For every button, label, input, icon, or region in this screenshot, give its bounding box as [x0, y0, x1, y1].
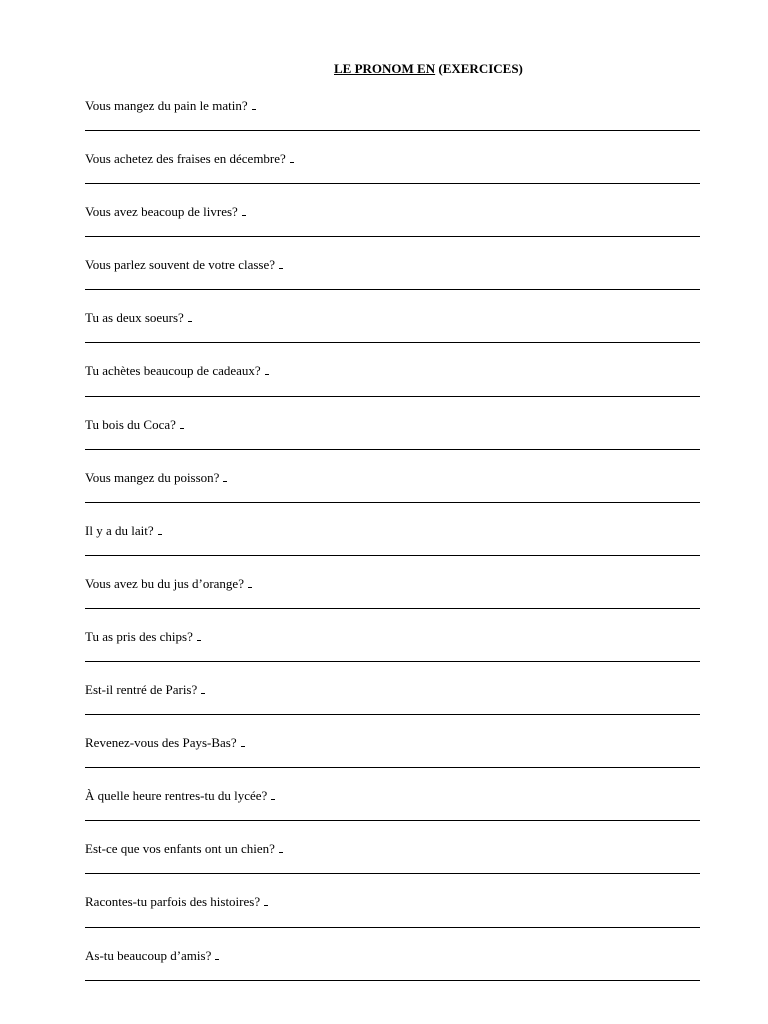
question-text: Vous mangez du pain le matin?	[85, 98, 248, 113]
question-row	[85, 455, 700, 508]
question-text: Tu as deux soeurs?	[85, 310, 184, 326]
answer-blank[interactable]	[197, 630, 201, 641]
question-row	[85, 136, 700, 189]
answer-blank[interactable]	[264, 895, 268, 906]
question-row	[85, 83, 700, 136]
answer-blank[interactable]	[265, 364, 269, 375]
question-row	[85, 826, 700, 879]
answer-line[interactable]	[85, 980, 700, 981]
answer-blank[interactable]	[252, 99, 256, 110]
answer-line[interactable]	[85, 183, 700, 184]
question-row	[85, 667, 700, 720]
question-row	[85, 720, 700, 773]
question-row	[85, 402, 700, 455]
answer-line[interactable]	[85, 873, 700, 874]
question-row	[85, 561, 700, 614]
question-row	[85, 508, 700, 561]
question-text: Tu as pris des chips?	[85, 628, 193, 644]
answer-blank[interactable]	[223, 471, 227, 482]
answer-line[interactable]	[85, 236, 700, 237]
question-text: Vous mangez du poisson?	[85, 469, 220, 485]
question-text: Est-ce que vos enfants ont un chien?	[85, 841, 275, 857]
question-text: Racontes-tu parfois des histoires?	[85, 894, 261, 910]
question-row	[85, 295, 700, 348]
answer-blank[interactable]	[180, 418, 184, 429]
answer-blank[interactable]	[215, 949, 219, 960]
question-row	[85, 614, 700, 667]
question-row	[85, 348, 700, 401]
answer-line[interactable]	[85, 767, 700, 768]
question-row	[85, 879, 700, 932]
answer-blank[interactable]	[241, 736, 245, 747]
answer-blank[interactable]	[279, 842, 283, 853]
question-text: Revenez-vous des Pays-Bas?	[85, 735, 237, 751]
answer-blank[interactable]	[201, 683, 205, 694]
question-text: Il y a du lait?	[85, 522, 154, 538]
answer-line[interactable]	[85, 449, 700, 450]
question-text: Tu bois du Coca?	[85, 416, 176, 432]
answer-blank[interactable]	[248, 577, 252, 588]
question-text: As-tu beaucoup d’amis?	[85, 947, 212, 963]
question-text: Est-il rentré de Paris?	[85, 682, 198, 698]
question-row	[85, 189, 700, 242]
question-text: Vous achetez des fraises en décembre?	[85, 151, 286, 167]
question-text: Vous avez beacoup de livres?	[85, 204, 238, 220]
answer-blank[interactable]	[279, 258, 283, 269]
answer-line[interactable]	[85, 130, 700, 131]
question-text: Tu achètes beaucoup de cadeaux?	[85, 363, 261, 379]
answer-blank[interactable]	[271, 789, 275, 800]
question-text: À quelle heure rentres-tu du lycée?	[85, 788, 268, 804]
answer-line[interactable]	[85, 502, 700, 503]
title-underlined: LE PRONOM EN	[334, 61, 436, 76]
answer-line[interactable]	[85, 927, 700, 928]
question-row	[85, 242, 700, 295]
answer-blank[interactable]	[290, 152, 294, 163]
question-text: Vous parlez souvent de votre classe?	[85, 257, 276, 273]
answer-line[interactable]	[85, 714, 700, 715]
answer-line[interactable]	[85, 661, 700, 662]
answer-blank[interactable]	[158, 524, 162, 535]
question-text: Vous avez bu du jus d’orange?	[85, 575, 244, 591]
worksheet-title	[334, 61, 523, 77]
answer-line[interactable]	[85, 342, 700, 343]
answer-blank[interactable]	[242, 205, 246, 216]
question-row	[85, 773, 700, 826]
answer-line[interactable]	[85, 820, 700, 821]
answer-line[interactable]	[85, 555, 700, 556]
question-list	[85, 83, 700, 986]
question-row	[85, 933, 700, 986]
answer-line[interactable]	[85, 396, 700, 397]
answer-line[interactable]	[85, 289, 700, 290]
answer-line[interactable]	[85, 608, 700, 609]
answer-blank[interactable]	[188, 311, 192, 322]
title-rest: (EXERCICES)	[435, 61, 523, 76]
